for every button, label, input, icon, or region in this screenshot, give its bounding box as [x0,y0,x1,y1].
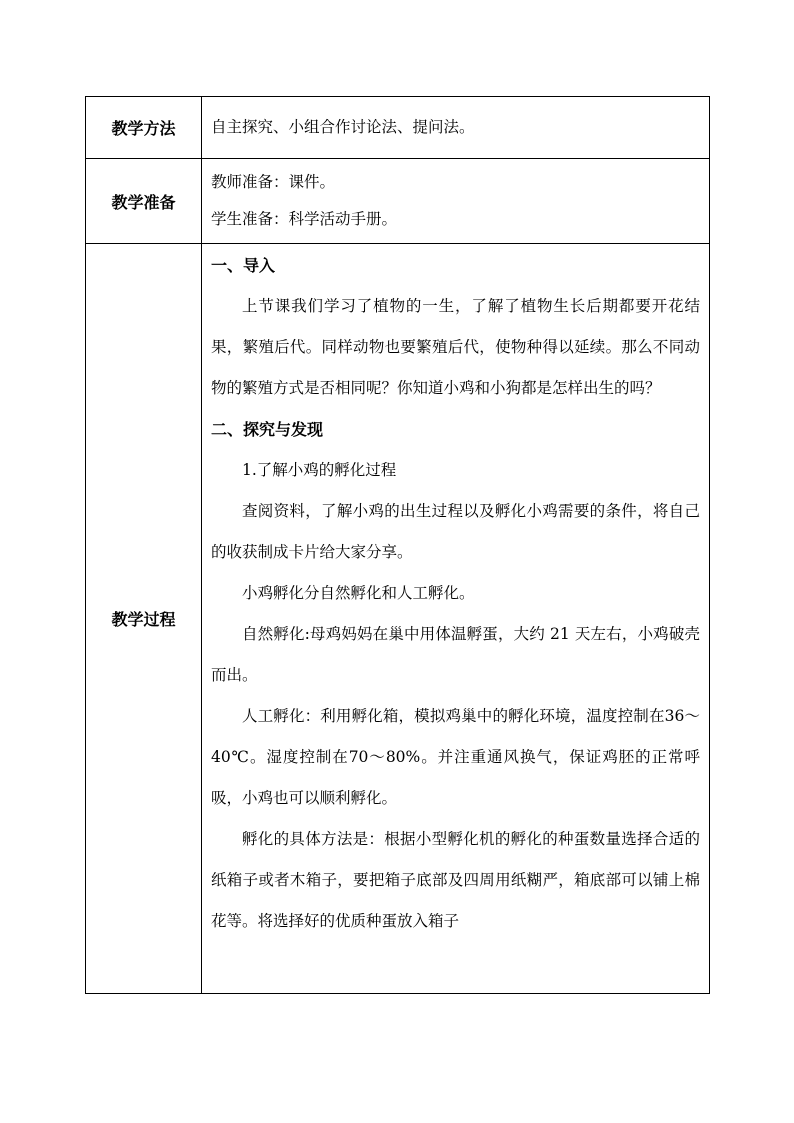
teacher-preparation-text: 教师准备：课件。 [211,173,336,191]
row-teaching-preparation [86,159,710,244]
paragraph-hatching-method: 孵化的具体方法是：根据小型孵化机的孵化的种蛋数量选择合适的纸箱子或者木箱子，要把箱子底部及四周用纸糊严，箱底部可以铺上棉花等。将选择好的优质种蛋放入箱子 [211,830,700,930]
lesson-plan-table [85,96,710,994]
paragraph-artificial-hatching: 人工孵化：利用孵化箱，模拟鸡巢中的孵化环境，温度控制在36～40℃。湿度控制在70～80%。并注重通风换气，保证鸡胚的正常呼吸，小鸡也可以顺利孵化。 [211,707,700,807]
subsection-heading-hatching: 1.了解小鸡的孵化过程 [242,461,397,479]
paragraph-hatching-types: 小鸡孵化分自然孵化和人工孵化。 [242,584,475,602]
row-teaching-process [86,244,710,994]
section-heading-intro: 一、导入 [211,256,276,275]
label-teaching-method: 教学方法 [86,97,202,159]
paragraph-natural-hatching: 自然孵化:母鸡妈妈在巢中用体温孵蛋，大约 21 天左右，小鸡破壳而出。 [211,625,700,684]
intro-paragraph: 上节课我们学习了植物的一生，了解了植物生长后期都要开花结果，繁殖后代。同样动物也要繁殖后代，使物种得以延续。那么不同动物的繁殖方式是否相同呢？你知道小鸡和小狗都是怎样出生的吗？ [211,297,700,397]
label-teaching-preparation: 教学准备 [86,159,202,244]
label-teaching-process: 教学过程 [86,244,202,994]
student-preparation-text: 学生准备：科学活动手册。 [211,210,398,228]
teaching-process-content [202,244,710,994]
section-heading-explore: 二、探究与发现 [211,420,324,439]
teaching-method-text: 自主探究、小组合作讨论法、提问法。 [211,118,475,136]
paragraph-research: 查阅资料，了解小鸡的出生过程以及孵化小鸡需要的条件，将自己的收获制成卡片给大家分享。 [211,502,700,561]
teaching-method-content [202,97,710,159]
row-teaching-method [86,97,710,159]
teaching-preparation-content [202,159,710,244]
